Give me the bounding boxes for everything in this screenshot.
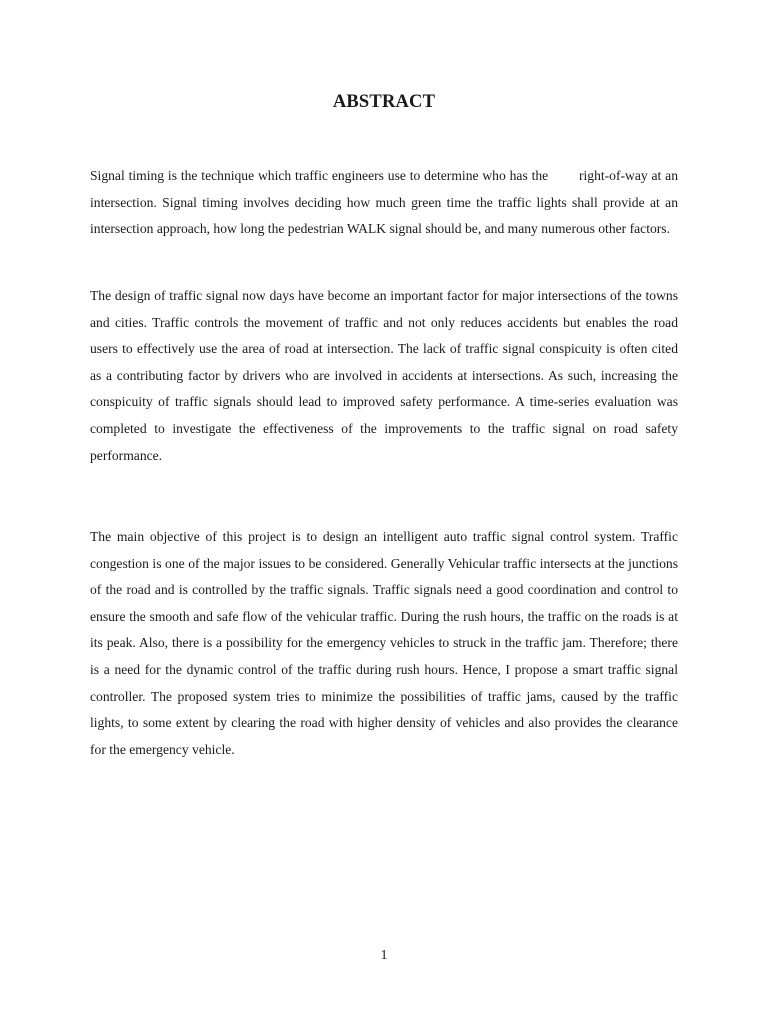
page-number: 1: [380, 948, 388, 963]
page-title: ABSTRACT: [332, 92, 436, 112]
abstract-paragraph-3: The main objective of this project is to design an intelligent auto traffic signal control system. Traffic congestion is one of the major issues to be considered. Generally Vehicular traffic intersects at the junctions of the road and is controlled by the traffic signals. Traffic signals need a good coordination and control to ensure the smooth and safe flow of the vehicular traffic. During the rush hours, the traffic on the roads is at its peak. Also, there is a possibility for the emergency vehicles to struck in the traffic jam. Therefore; there is a need for the dynamic control of the traffic during rush hours. Hence, I propose a smart traffic signal controller. The proposed system tries to minimize the possibilities of traffic jams, caused by the traffic lights, to some extent by clearing the road with higher density of vehicles and also provides the clearance for the emergency vehicle.: [90, 529, 678, 757]
abstract-paragraph-1: Signal timing is the technique which traffic engineers use to determine who has the right-of-way at an intersection. Signal timing involves deciding how much green time the traffic lights shall provide at an intersection approach, how long the pedestrian WALK signal should be, and many numerous other factors.: [90, 168, 678, 237]
abstract-paragraph-2: The design of traffic signal now days have become an important factor for major intersections of the towns and cities. Traffic controls the movement of traffic and not only reduces accidents but enables the road users to effectively use the area of road at intersection. The lack of traffic signal conspicuity is often cited as a contributing factor by drivers who are involved in accidents at intersections. As such, increasing the conspicuity of traffic signals should lead to improved safety performance. A time-series evaluation was completed to investigate the effectiveness of the improvements to the traffic signal on road safety performance.: [90, 288, 678, 463]
